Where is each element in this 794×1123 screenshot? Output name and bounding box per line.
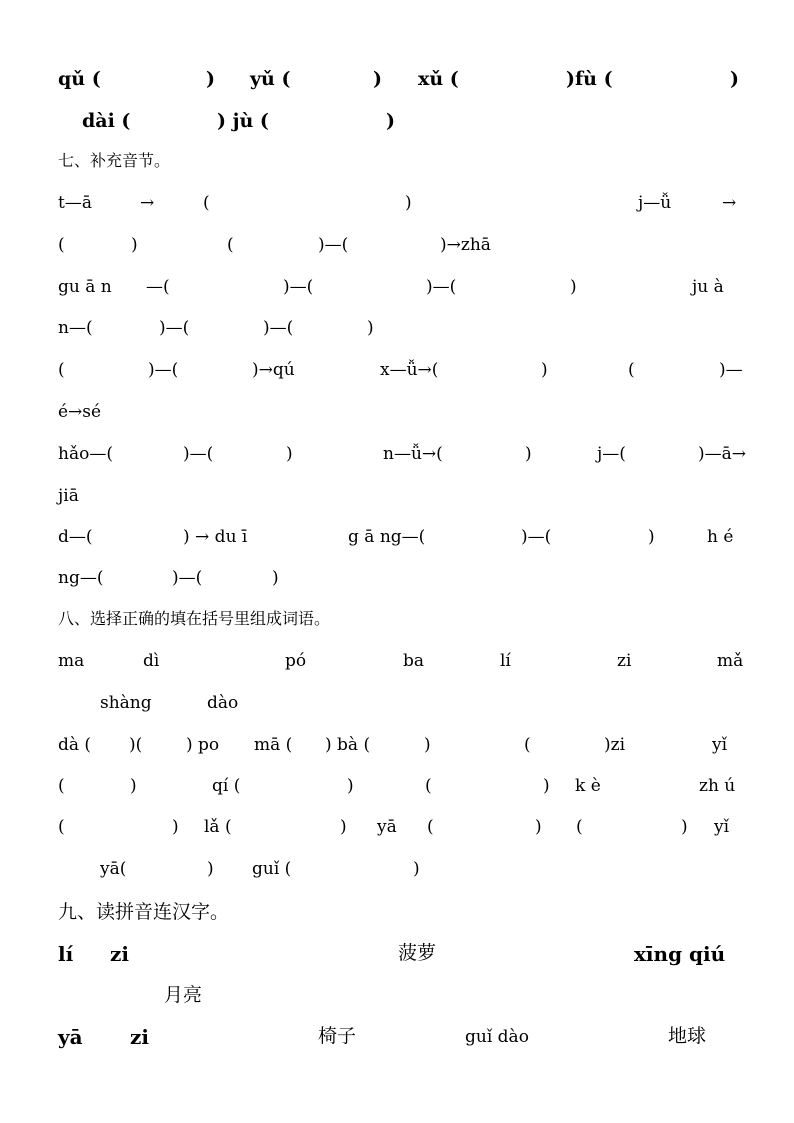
bracket-join: )—( xyxy=(426,277,457,297)
bracket-close: ) xyxy=(206,68,215,90)
bracket-open: ( xyxy=(203,193,210,213)
syllable-jua: ju à xyxy=(692,277,724,297)
bracket-close: ) xyxy=(413,859,420,879)
syllable-j: j—( xyxy=(597,444,626,464)
bracket-close: ) xyxy=(424,735,431,755)
fill-item: yā xyxy=(377,817,397,837)
bracket-open: ( xyxy=(628,360,635,380)
word-choice: ma xyxy=(58,651,85,671)
pinyin-zi: zi xyxy=(130,1025,149,1049)
section7-heading: 七、补充音节。 xyxy=(58,151,171,170)
pinyin-ju: ) jù ( xyxy=(217,110,269,132)
pinyin-guidao: guǐ dào xyxy=(465,1027,529,1047)
bracket-open: ( xyxy=(58,776,65,796)
bracket-open: ( xyxy=(227,235,234,255)
syllable-nu: n—ǚ→( xyxy=(383,444,443,464)
bracket-close: ) xyxy=(535,817,542,837)
section9-heading: 九、读拼音连汉字。 xyxy=(58,901,230,923)
syllable-xu: x—ǚ→( xyxy=(380,360,439,380)
hanzi-diqiu: 地球 xyxy=(668,1025,707,1047)
fill-item: k è xyxy=(575,776,601,796)
bracket-close: ) xyxy=(543,776,550,796)
bracket-close: ) xyxy=(681,817,688,837)
pinyin-yu: yǔ ( xyxy=(250,68,291,90)
fill-item: guǐ ( xyxy=(252,859,292,879)
pinyin-xu: xǔ ( xyxy=(418,68,459,90)
bracket-close: ) xyxy=(525,444,532,464)
hanzi-boluo: 菠萝 xyxy=(398,942,437,964)
bracket-open: ( xyxy=(576,817,583,837)
bracket-open: ( xyxy=(58,235,65,255)
bracket-close: ) xyxy=(730,68,739,90)
syllable-a: )—ā→ xyxy=(698,444,747,464)
bracket-close: ) xyxy=(367,318,374,338)
fill-item: yǐ xyxy=(712,735,728,755)
fill-item: yā( xyxy=(100,859,127,879)
hanzi-yizi: 椅子 xyxy=(318,1025,357,1047)
word-choice: shàng xyxy=(100,693,152,713)
syllable-gang: g ā ng—( xyxy=(348,527,426,547)
syllable-n: n—( xyxy=(58,318,93,338)
fill-item: yǐ xyxy=(714,817,730,837)
syllable-d: d—( xyxy=(58,527,93,547)
syllable-qu: )→qú xyxy=(252,360,295,380)
bracket-close: ) xyxy=(541,360,548,380)
pinyin-zi: zi xyxy=(110,942,129,966)
bracket-close: ) xyxy=(386,110,395,132)
bracket-pair: )( xyxy=(129,735,143,755)
syllable-ju: j—ǚ xyxy=(638,193,672,213)
word-choice: mǎ xyxy=(717,651,744,671)
bracket-join: )—( xyxy=(159,318,190,338)
pinyin-li: lí xyxy=(58,942,74,966)
fill-item: ) po xyxy=(186,735,220,755)
pinyin-fu: )fù ( xyxy=(566,68,613,90)
bracket-join: )—( xyxy=(183,444,214,464)
fill-item: zh ú xyxy=(699,776,736,796)
pinyin-xingqiu: xīng qiú xyxy=(634,942,726,966)
section8-heading: 八、选择正确的填在括号里组成词语。 xyxy=(58,609,331,628)
bracket-join: )—( xyxy=(521,527,552,547)
fill-item: dà ( xyxy=(58,735,92,755)
syllable-ta: t—ā xyxy=(58,193,92,213)
bracket-close: ) xyxy=(340,817,347,837)
bracket-close: ) xyxy=(648,527,655,547)
bracket-close: ) xyxy=(131,235,138,255)
bracket-close: ) xyxy=(405,193,412,213)
bracket-join: )—( xyxy=(263,318,294,338)
fill-item: ) bà ( xyxy=(325,735,371,755)
fill-item: lǎ ( xyxy=(204,817,232,837)
bracket-join: )—( xyxy=(283,277,314,297)
fill-item: )zi xyxy=(604,735,626,755)
fill-item: mā ( xyxy=(254,735,293,755)
syllable-zha: )→zhā xyxy=(440,235,491,255)
pinyin-ya: yā xyxy=(58,1025,83,1049)
word-choice: pó xyxy=(285,651,307,671)
bracket-open: ( xyxy=(524,735,531,755)
syllable-guan: gu ā n xyxy=(58,277,112,297)
syllable-he: h é xyxy=(707,527,734,547)
hanzi-yueliang: 月亮 xyxy=(164,984,203,1006)
bracket-join: )— xyxy=(719,360,743,380)
word-choice: ba xyxy=(403,651,425,671)
word-choice: dào xyxy=(207,693,239,713)
arrow: → xyxy=(722,193,737,213)
bracket-close: ) xyxy=(130,776,137,796)
arrow: → xyxy=(140,193,155,213)
bracket-open: ( xyxy=(427,817,434,837)
bracket-open: ( xyxy=(425,776,432,796)
bracket-join: )—( xyxy=(148,360,179,380)
word-choice: dì xyxy=(143,651,160,671)
fill-item: qí ( xyxy=(212,776,241,796)
bracket-close: ) xyxy=(570,277,577,297)
syllable-dui: ) → du ī xyxy=(183,527,248,547)
pinyin-dai: dài ( xyxy=(82,110,131,132)
bracket-join: )—( xyxy=(172,568,203,588)
bracket-close: ) xyxy=(272,568,279,588)
bracket-close: ) xyxy=(373,68,382,90)
syllable-se: é→sé xyxy=(58,402,102,422)
bracket-join: )—( xyxy=(318,235,349,255)
bracket-join: —( xyxy=(146,277,170,297)
syllable-ng: ng—( xyxy=(58,568,104,588)
bracket-open: ( xyxy=(58,360,65,380)
bracket-close: ) xyxy=(207,859,214,879)
bracket-close: ) xyxy=(172,817,179,837)
bracket-open: ( xyxy=(58,817,65,837)
bracket-close: ) xyxy=(286,444,293,464)
word-choice: lí xyxy=(500,651,511,671)
syllable-hao: hǎo—( xyxy=(58,444,113,464)
syllable-jia: jiā xyxy=(58,486,79,506)
bracket-close: ) xyxy=(347,776,354,796)
pinyin-qu: qǔ ( xyxy=(58,68,101,90)
word-choice: zi xyxy=(617,651,632,671)
